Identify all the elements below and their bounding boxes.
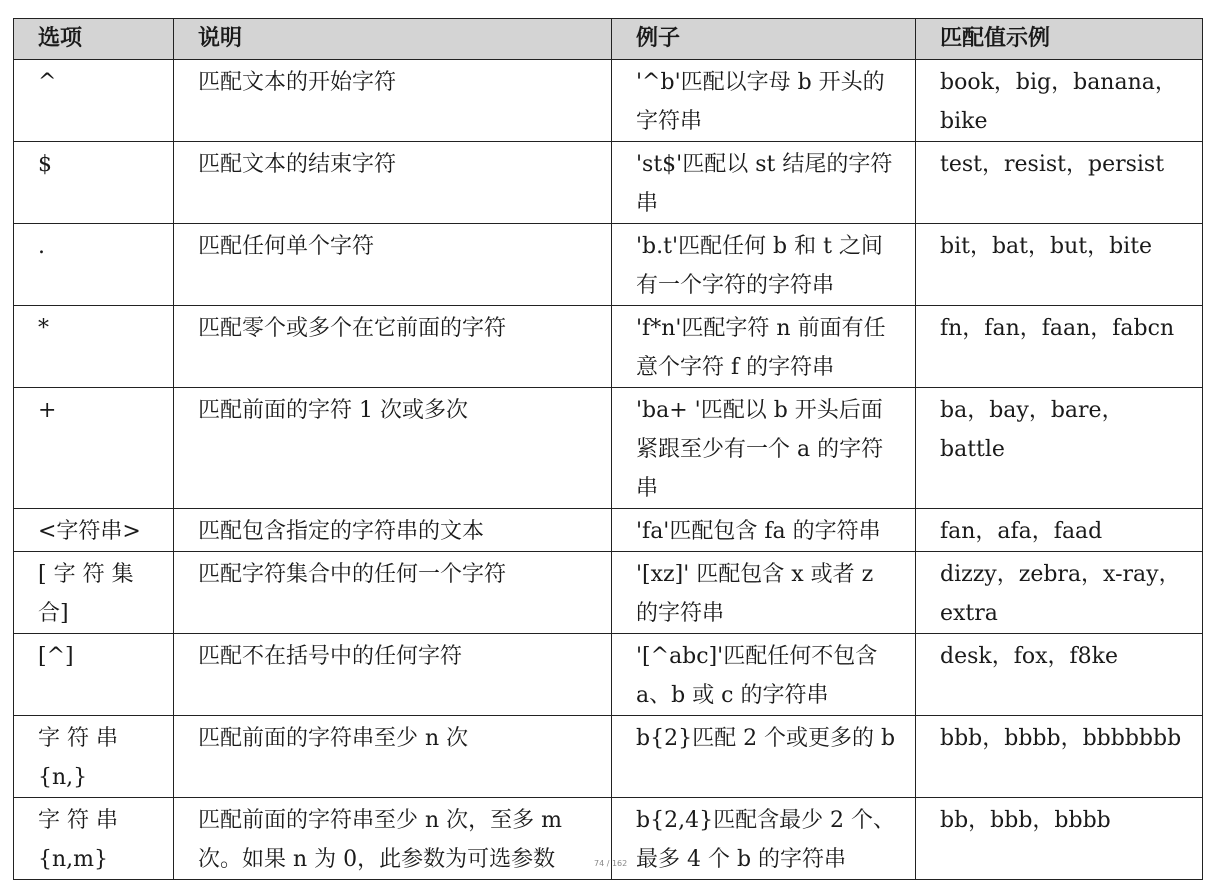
page-number: 74 / 162 xyxy=(594,859,628,868)
table-row xyxy=(14,634,1203,716)
table-row xyxy=(14,388,1203,509)
cell-description: 匹配不在括号中的任何字符 xyxy=(174,634,612,716)
table-row xyxy=(14,224,1203,306)
cell-matches: bb，bbb，bbbb xyxy=(916,798,1203,880)
cell-matches: bbb，bbbb，bbbbbbb xyxy=(916,716,1203,798)
cell-example: 'ba+ '匹配以 b 开头后面紧跟至少有一个 a 的字符串 xyxy=(612,388,916,509)
table-row xyxy=(14,60,1203,142)
cell-example: 'fa'匹配包含 fa 的字符串 xyxy=(612,509,916,552)
cell-description: 匹配前面的字符串至少 n 次，至多 m 次。如果 n 为 0，此参数为可选参数 xyxy=(174,798,612,880)
cell-example: 'b.t'匹配任何 b 和 t 之间有一个字符的字符串 xyxy=(612,224,916,306)
cell-option: $ xyxy=(14,142,174,224)
table-row xyxy=(14,306,1203,388)
cell-example: '^b'匹配以字母 b 开头的字符串 xyxy=(612,60,916,142)
cell-description: 匹配文本的开始字符 xyxy=(174,60,612,142)
cell-example: 'st$'匹配以 st 结尾的字符串 xyxy=(612,142,916,224)
cell-description: 匹配零个或多个在它前面的字符 xyxy=(174,306,612,388)
cell-matches: bit，bat，but，bite xyxy=(916,224,1203,306)
cell-option: + xyxy=(14,388,174,509)
regex-options-table xyxy=(13,18,1203,880)
cell-option: [ 字 符 集 合] xyxy=(14,552,174,634)
table-header-row xyxy=(14,19,1203,60)
cell-matches: dizzy，zebra，x-ray，extra xyxy=(916,552,1203,634)
cell-example: 'f*n'匹配字符 n 前面有任意个字符 f 的字符串 xyxy=(612,306,916,388)
cell-option: [^] xyxy=(14,634,174,716)
cell-matches: fan，afa，faad xyxy=(916,509,1203,552)
cell-description: 匹配前面的字符串至少 n 次 xyxy=(174,716,612,798)
cell-option: . xyxy=(14,224,174,306)
cell-matches: fn，fan，faan，fabcn xyxy=(916,306,1203,388)
cell-description: 匹配包含指定的字符串的文本 xyxy=(174,509,612,552)
cell-matches: test，resist，persist xyxy=(916,142,1203,224)
cell-description: 匹配字符集合中的任何一个字符 xyxy=(174,552,612,634)
cell-example: b{2}匹配 2 个或更多的 b xyxy=(612,716,916,798)
cell-description: 匹配前面的字符 1 次或多次 xyxy=(174,388,612,509)
cell-description: 匹配任何单个字符 xyxy=(174,224,612,306)
header-option: 选项 xyxy=(14,19,174,60)
cell-option: ^ xyxy=(14,60,174,142)
cell-example: '[^abc]'匹配任何不包含 a、b 或 c 的字符串 xyxy=(612,634,916,716)
cell-option: 字 符 串 {n,} xyxy=(14,716,174,798)
cell-option: <字符串> xyxy=(14,509,174,552)
cell-matches: ba，bay，bare，battle xyxy=(916,388,1203,509)
table-row xyxy=(14,716,1203,798)
cell-description: 匹配文本的结束字符 xyxy=(174,142,612,224)
header-example: 例子 xyxy=(612,19,916,60)
cell-matches: desk，fox，f8ke xyxy=(916,634,1203,716)
cell-example: b{2,4}匹配含最少 2 个、最多 4 个 b 的字符串 xyxy=(612,798,916,880)
header-matches: 匹配值示例 xyxy=(916,19,1203,60)
table-row xyxy=(14,552,1203,634)
table-row xyxy=(14,509,1203,552)
header-description: 说明 xyxy=(174,19,612,60)
table-row xyxy=(14,142,1203,224)
cell-option: * xyxy=(14,306,174,388)
cell-option: 字 符 串 {n,m} xyxy=(14,798,174,880)
cell-example: '[xz]' 匹配包含 x 或者 z 的字符串 xyxy=(612,552,916,634)
cell-matches: book，big，banana，bike xyxy=(916,60,1203,142)
